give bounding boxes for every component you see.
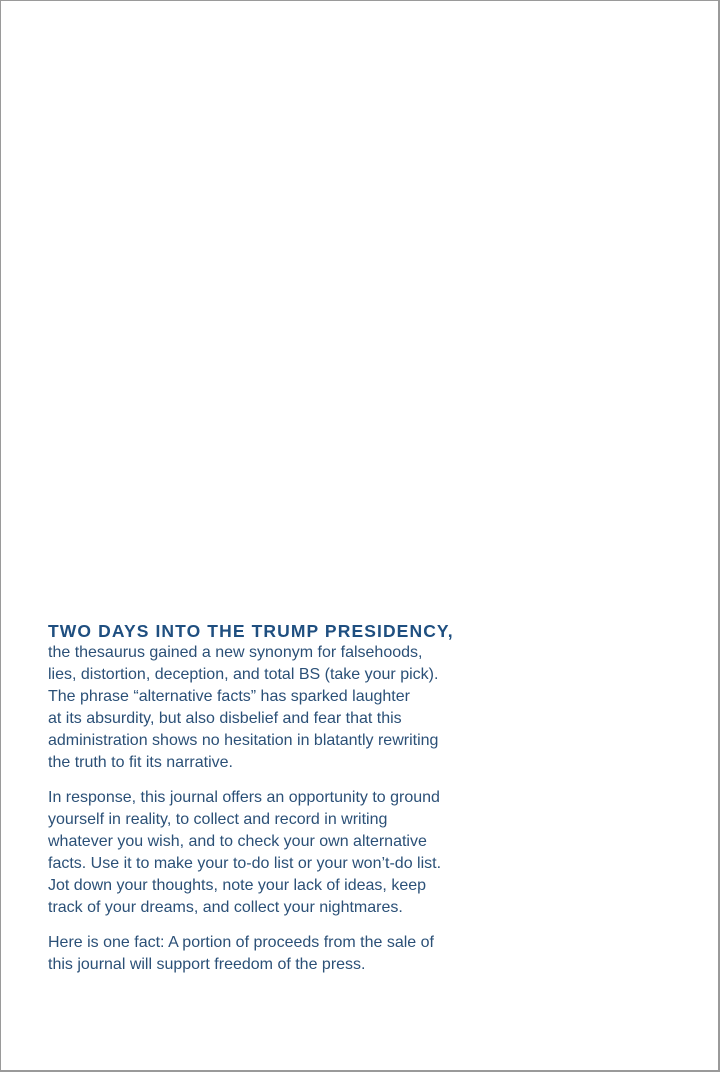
text-line: at its absurdity, but also disbelief and fear that this — [48, 710, 402, 727]
paragraph-response — [48, 787, 468, 919]
paragraph-intro — [48, 642, 468, 774]
text-line: Jot down your thoughts, note your lack of ideas, keep — [48, 877, 427, 894]
text-line: whatever you wish, and to check your own alternative — [48, 833, 427, 850]
text-line: lies, distortion, deception, and total BS (take your pick). — [48, 666, 439, 683]
text-line: yourself in reality, to collect and record in writing — [48, 811, 388, 828]
text-line: the truth to fit its narrative. — [48, 754, 233, 771]
blurb-heading: TWO DAYS INTO THE TRUMP PRESIDENCY, — [48, 621, 454, 641]
blurb-text-block — [48, 620, 468, 976]
text-line: the thesaurus gained a new synonym for falsehoods, — [48, 644, 423, 661]
paragraph-fact — [48, 932, 468, 976]
text-line: facts. Use it to make your to-do list or your won’t-do list. — [48, 855, 442, 872]
text-line: this journal will support freedom of the press. — [48, 956, 366, 973]
text-line: Here is one fact: A portion of proceeds from the sale of — [48, 934, 434, 951]
text-line: In response, this journal offers an opportunity to ground — [48, 789, 440, 806]
text-line: track of your dreams, and collect your nightmares. — [48, 899, 403, 916]
text-line: The phrase “alternative facts” has sparked laughter — [48, 688, 410, 705]
text-line: administration shows no hesitation in blatantly rewriting — [48, 732, 439, 749]
